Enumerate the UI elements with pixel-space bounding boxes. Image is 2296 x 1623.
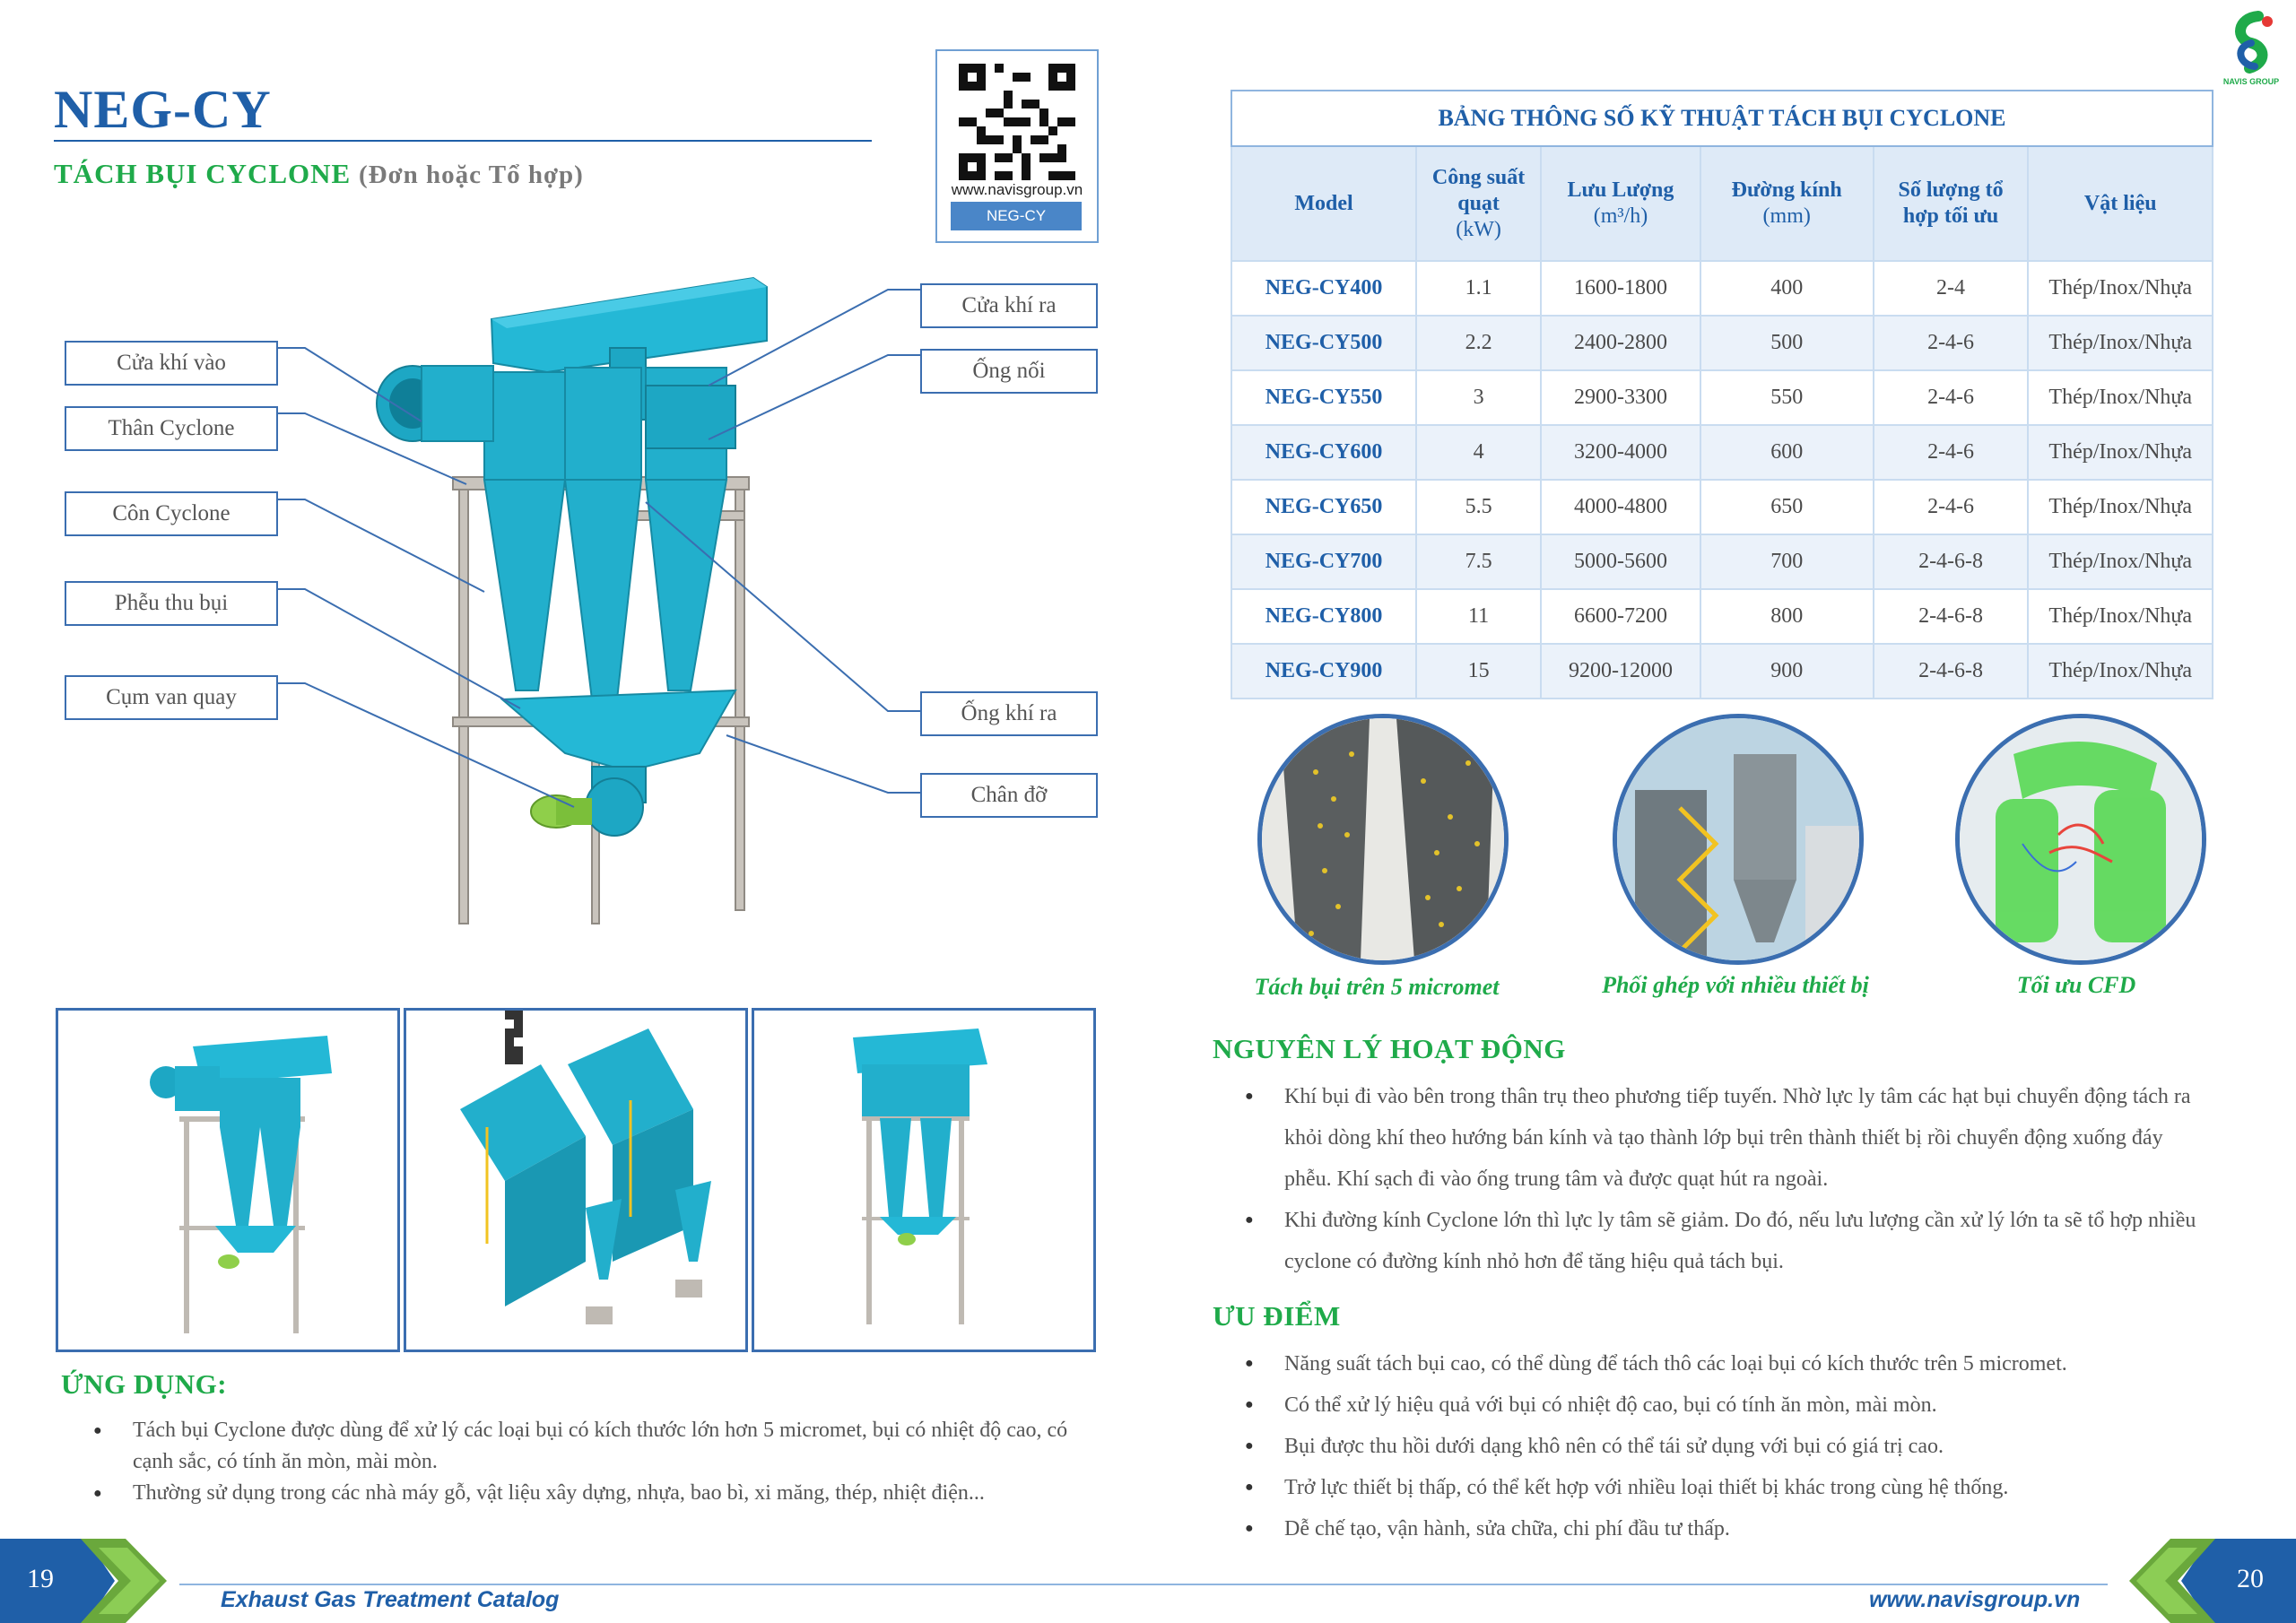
cell-power: 15 — [1416, 644, 1541, 699]
photo-compact-cyclone — [752, 1008, 1096, 1352]
spec-table-row — [1231, 425, 2213, 480]
header-material: Vật liệu — [2028, 146, 2213, 261]
cell-combination: 2-4-6 — [1874, 316, 2029, 370]
cell-model: NEG-CY500 — [1231, 316, 1416, 370]
cell-combination: 2-4 — [1874, 261, 2029, 316]
cell-model: NEG-CY900 — [1231, 644, 1416, 699]
qr-model-tag: NEG-CY — [951, 202, 1082, 230]
advantages-list — [1245, 1343, 2213, 1549]
cell-flow: 2900-3300 — [1541, 370, 1700, 425]
footer-divider — [179, 1584, 2108, 1585]
cell-model: NEG-CY400 — [1231, 261, 1416, 316]
subtitle-main: TÁCH BỤI CYCLONE — [54, 158, 352, 189]
cell-power: 4 — [1416, 425, 1541, 480]
footer-website: www.navisgroup.vn — [1869, 1587, 2081, 1612]
cell-diameter: 500 — [1700, 316, 1874, 370]
cell-combination: 2-4-6 — [1874, 480, 2029, 534]
photo-system-combination — [404, 1008, 748, 1352]
logo-text: NAVIS GROUP — [2222, 77, 2280, 86]
cell-model: NEG-CY650 — [1231, 480, 1416, 534]
cell-diameter: 550 — [1700, 370, 1874, 425]
cell-flow: 4000-4800 — [1541, 480, 1700, 534]
application-item: ● Tách bụi Cyclone được dùng để xử lý các loại bụi có kích thước lớn hơn 5 micromet, bụi có nhiệt độ cao, có cạnh sắc, có tính ăn mòn, mài mòn. — [93, 1415, 1080, 1478]
cell-model: NEG-CY800 — [1231, 589, 1416, 644]
caption-combination: Phối ghép với nhiều thiết bị — [1602, 972, 1869, 998]
cell-diameter: 700 — [1700, 534, 1874, 589]
page-title: NEG-CY — [54, 80, 272, 139]
cell-flow: 5000-5600 — [1541, 534, 1700, 589]
advantage-item: ● Bụi được thu hồi dưới dạng khô nên có thể tái sử dụng với bụi có giá trị cao. — [1245, 1426, 2213, 1467]
cell-power: 1.1 — [1416, 261, 1541, 316]
advantage-item: ● Trở lực thiết bị thấp, có thể kết hợp với nhiều loại thiết bị khác trong cùng hệ thống. — [1245, 1467, 2213, 1508]
callout-rotary-valve: Cụm van quay — [65, 675, 278, 720]
principle-heading: NGUYÊN LÝ HOẠT ĐỘNG — [1213, 1033, 1566, 1064]
callout-inlet: Cửa khí vào — [65, 341, 278, 386]
callout-outlet-door: Cửa khí ra — [920, 283, 1098, 328]
cell-model: NEG-CY700 — [1231, 534, 1416, 589]
subtitle-extra: (Đơn hoặc Tổ hợp) — [358, 161, 584, 189]
header-flow: Lưu Lượng (m³/h) — [1541, 146, 1700, 261]
cell-power: 5.5 — [1416, 480, 1541, 534]
spec-table-row — [1231, 534, 2213, 589]
page-number-right: 20 — [2237, 1564, 2264, 1593]
spec-table-row — [1231, 589, 2213, 644]
header-model: Model — [1231, 146, 1416, 261]
cell-diameter: 400 — [1700, 261, 1874, 316]
footer-right-arrow — [2117, 1535, 2296, 1623]
callout-connecting-pipe: Ống nối — [920, 349, 1098, 394]
spec-table-row — [1231, 644, 2213, 699]
cell-material: Thép/Inox/Nhựa — [2028, 534, 2213, 589]
cell-material: Thép/Inox/Nhựa — [2028, 480, 2213, 534]
cell-material: Thép/Inox/Nhựa — [2028, 644, 2213, 699]
callout-outlet-pipe: Ống khí ra — [920, 691, 1098, 736]
spec-table-row — [1231, 316, 2213, 370]
advantage-item: ● Năng suất tách bụi cao, có thể dùng để tách thô các loại bụi có kích thước trên 5 micromet. — [1245, 1343, 2213, 1384]
spec-table-title: BẢNG THÔNG SỐ KỸ THUẬT TÁCH BỤI CYCLONE — [1231, 91, 2213, 146]
advantages-heading: ƯU ĐIỂM — [1213, 1300, 1341, 1332]
cell-diameter: 650 — [1700, 480, 1874, 534]
advantage-item: ● Dễ chế tạo, vận hành, sửa chữa, chi phí đầu tư thấp. — [1245, 1508, 2213, 1549]
cell-diameter: 900 — [1700, 644, 1874, 699]
application-heading: ỨNG DỤNG: — [61, 1368, 228, 1400]
cell-combination: 2-4-6 — [1874, 425, 2029, 480]
callout-dust-hopper: Phễu thu bụi — [65, 581, 278, 626]
cell-power: 3 — [1416, 370, 1541, 425]
cell-flow: 9200-12000 — [1541, 644, 1700, 699]
principle-item: ● Khí bụi đi vào bên trong thân trụ theo phương tiếp tuyến. Nhờ lực ly tâm các hạt bụi chuyển động tách ra khỏi dòng khí theo hướng bán kính và tạo thành lớp bụi trên thành thiết bị rồi chuyển động xuống đáy phễu. Khí sạch đi vào ống trung tâm và được quạt hút ra ngoài. — [1245, 1076, 2213, 1200]
advantage-item: ● Có thể xử lý hiệu quả với bụi có nhiệt độ cao, bụi có tính ăn mòn, mài mòn. — [1245, 1384, 2213, 1426]
cell-flow: 6600-7200 — [1541, 589, 1700, 644]
cell-diameter: 600 — [1700, 425, 1874, 480]
cell-diameter: 800 — [1700, 589, 1874, 644]
cell-flow: 1600-1800 — [1541, 261, 1700, 316]
application-list — [93, 1415, 1080, 1509]
application-item: ● Thường sử dụng trong các nhà máy gỗ, vật liệu xây dựng, nhựa, bao bì, xi măng, thép, nhiệt điện... — [93, 1478, 1080, 1509]
header-power: Công suất quạt (kW) — [1416, 146, 1541, 261]
header-diameter: Đường kính (mm) — [1700, 146, 1874, 261]
caption-cfd: Tối ưu CFD — [2016, 972, 2136, 998]
cell-combination: 2-4-6-8 — [1874, 644, 2029, 699]
cell-material: Thép/Inox/Nhựa — [2028, 261, 2213, 316]
callout-cyclone-body: Thân Cyclone — [65, 406, 278, 451]
principle-list — [1245, 1076, 2213, 1282]
spec-table-row — [1231, 370, 2213, 425]
cell-material: Thép/Inox/Nhựa — [2028, 425, 2213, 480]
cell-combination: 2-4-6-8 — [1874, 534, 2029, 589]
cell-material: Thép/Inox/Nhựa — [2028, 370, 2213, 425]
header-combination: Số lượng tổ hợp tối ưu — [1874, 146, 2029, 261]
principle-item: ● Khi đường kính Cyclone lớn thì lực ly tâm sẽ giảm. Do đó, nếu lưu lượng cần xử lý lớn ta sẽ tổ hợp nhiều cyclone có đường kính nhỏ hơn để tăng hiệu quả tách bụi. — [1245, 1200, 2213, 1282]
cell-material: Thép/Inox/Nhựa — [2028, 589, 2213, 644]
callout-cyclone-cone: Côn Cyclone — [65, 491, 278, 536]
qr-website-label: www.navisgroup.vn — [951, 181, 1083, 198]
plant-installation-image — [1613, 714, 1864, 965]
spec-table-row — [1231, 261, 2213, 316]
caption-dust-separation: Tách bụi trên 5 micromet — [1254, 974, 1500, 1000]
dust-particles-image — [1257, 714, 1509, 965]
cell-model: NEG-CY550 — [1231, 370, 1416, 425]
cell-flow: 3200-4000 — [1541, 425, 1700, 480]
callout-support-legs: Chân đỡ — [920, 773, 1098, 818]
cell-flow: 2400-2800 — [1541, 316, 1700, 370]
cell-power: 7.5 — [1416, 534, 1541, 589]
footer-catalog-title: Exhaust Gas Treatment Catalog — [221, 1587, 560, 1612]
cfd-simulation-image — [1955, 714, 2206, 965]
page-number-left: 19 — [27, 1564, 54, 1593]
cell-combination: 2-4-6 — [1874, 370, 2029, 425]
cell-power: 2.2 — [1416, 316, 1541, 370]
cell-model: NEG-CY600 — [1231, 425, 1416, 480]
cell-power: 11 — [1416, 589, 1541, 644]
spec-table-row — [1231, 480, 2213, 534]
cell-material: Thép/Inox/Nhựa — [2028, 316, 2213, 370]
cell-combination: 2-4-6-8 — [1874, 589, 2029, 644]
photo-single-cyclone — [56, 1008, 400, 1352]
spec-table — [1231, 90, 2213, 699]
